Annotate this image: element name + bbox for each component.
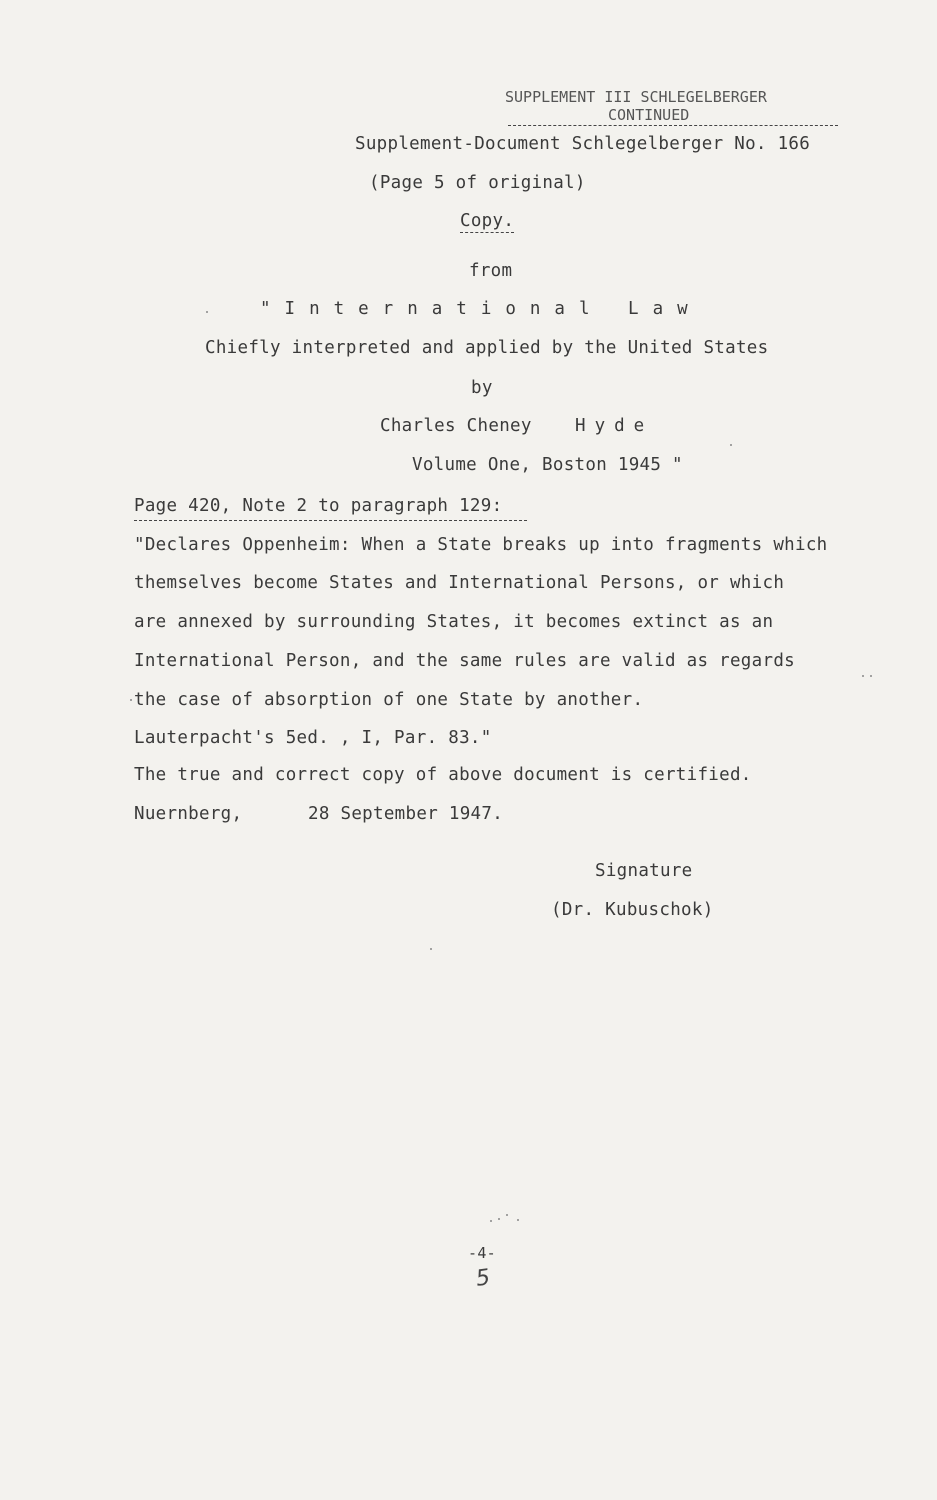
paper-speck [517,1219,519,1221]
book-subtitle: Chiefly interpreted and applied by the United States [205,338,769,358]
handwritten-page-number: 5 [474,1265,492,1292]
paper-speck [430,948,432,950]
section-rule [134,520,527,521]
paper-speck [498,1218,500,1220]
body-line-1: "Declares Oppenheim: When a State breaks up into fragments which [134,535,828,555]
certification: The true and correct copy of above document is certified. [134,765,752,785]
paper-speck [206,311,208,313]
place: Nuernberg, [134,804,243,824]
author-surname: Hyde [575,416,654,436]
paper-speck [862,675,864,677]
body-line-3: are annexed by surrounding States, it becomes extinct as an [134,612,774,632]
body-line-5: the case of absorption of one State by another. [134,690,644,710]
body-line-4: International Person, and the same rules are valid as regards [134,651,795,671]
header-rule [508,125,838,126]
paper-speck [130,699,132,701]
signature-label: Signature [595,861,693,881]
from-label: from [469,261,513,281]
supplement-header: SUPPLEMENT III SCHLEGELBERGER [505,88,767,106]
date: 28 September 1947. [308,804,504,824]
page-number: -4- [468,1244,496,1262]
signatory-name: (Dr. Kubuschok) [551,900,714,920]
author-name: Charles Cheney [380,416,532,436]
body-line-2: themselves become States and International Persons, or which [134,573,785,593]
paper-speck [506,1214,508,1216]
page-reference: (Page 5 of original) [369,173,586,193]
by-label: by [471,378,493,398]
book-title: "International Law [260,299,702,319]
author-line [380,415,653,437]
copy-label: Copy. [460,211,515,231]
paper-speck [870,675,872,677]
paper-speck [490,1220,492,1222]
document-reference: Supplement-Document Schlegelberger No. 166 [355,134,811,154]
section-heading: Page 420, Note 2 to paragraph 129: [134,496,503,516]
paper-speck [730,444,732,446]
volume-line: Volume One, Boston 1945 " [412,455,683,475]
body-line-6: Lauterpacht's 5ed. , I, Par. 83." [134,728,492,748]
continued-label: CONTINUED [608,106,690,124]
